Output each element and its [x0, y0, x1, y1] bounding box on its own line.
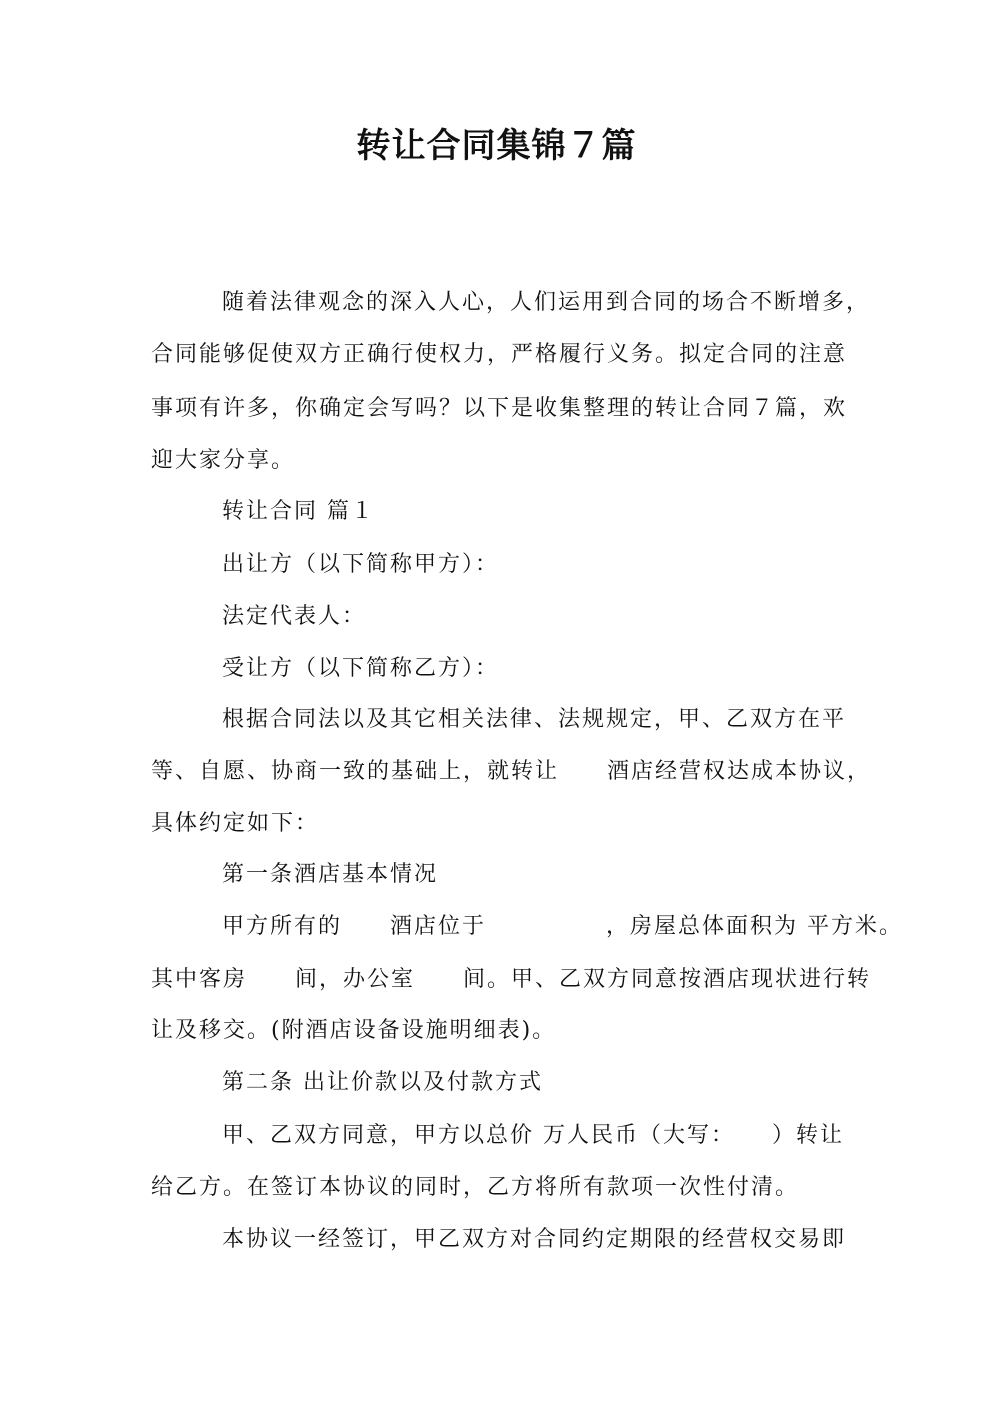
intro-line-1: 随着法律观念的深入人心，人们运用到合同的场合不断增多， — [222, 290, 871, 315]
article-1-line-2: 其中客房 间，办公室 间。甲、乙双方同意按酒店现状进行转 — [151, 967, 872, 992]
intro-line-3: 事项有许多，你确定会写吗？以下是收集整理的转让合同７篇，欢 — [151, 396, 848, 421]
intro-line-2: 合同能够促使双方正确行使权力，严格履行义务。拟定合同的注意 — [151, 342, 848, 367]
article-1-line-1: 甲方所有的 酒店位于 ，房屋总体面积为 平方米。 — [222, 914, 903, 939]
party-b-line: 受让方（以下简称乙方）： — [222, 656, 500, 681]
document-title: 转让合同集锦７篇 — [356, 126, 637, 166]
section-heading: 转让合同 篇１ — [222, 499, 375, 524]
agreement-line-1: 本协议一经签订，甲乙双方对合同约定期限的经营权交易即 — [222, 1227, 847, 1252]
article-2-line-2: 给乙方。在签订本协议的同时，乙方将所有款项一次性付清。 — [151, 1175, 800, 1200]
article-2-line-1: 甲、乙双方同意，甲方以总价 万人民币（大写： ）转让 — [222, 1123, 844, 1148]
basis-line-2: 等、自愿、协商一致的基础上，就转让 酒店经营权达成本协议， — [151, 759, 872, 784]
basis-line-1: 根据合同法以及其它相关法律、法规规定，甲、乙双方在平 — [222, 707, 847, 732]
intro-line-4: 迎大家分享。 — [151, 448, 296, 473]
basis-line-3: 具体约定如下： — [151, 811, 320, 836]
article-1-heading: 第一条酒店基本情况 — [222, 862, 439, 887]
party-a-line: 出让方（以下简称甲方）： — [222, 552, 500, 577]
legal-rep-line: 法定代表人： — [222, 604, 367, 629]
article-2-heading: 第二条 出让价款以及付款方式 — [222, 1070, 543, 1095]
article-1-line-3: 让及移交。(附酒店设备设施明细表)。 — [151, 1018, 557, 1043]
